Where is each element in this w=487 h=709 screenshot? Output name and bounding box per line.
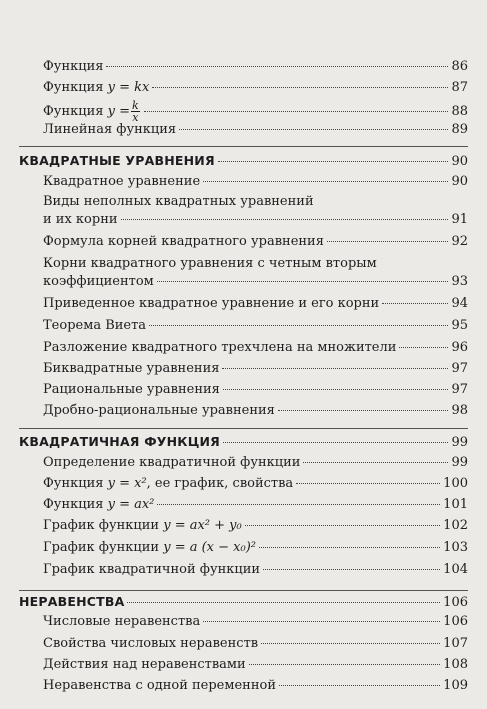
entry-title: Линейная функция <box>43 122 177 137</box>
formula: y = kx <box>107 80 150 95</box>
toc-entry <box>43 382 468 398</box>
page-number: 94 <box>451 296 468 311</box>
leader-dots <box>223 442 448 443</box>
leader-dots <box>261 643 440 644</box>
entry-title: коэффициентом <box>43 274 154 289</box>
page-number: 106 <box>443 614 468 629</box>
page-number: 107 <box>443 636 468 651</box>
leader-dots <box>149 325 448 326</box>
toc-section <box>19 594 468 611</box>
entry-title: Действия над неравенствами <box>43 657 246 672</box>
entry-title: Приведенное квадратное уравнение и его корни <box>43 296 380 311</box>
leader-dots <box>327 241 449 242</box>
entry-title: Виды неполных квадратных уравнений <box>43 194 314 209</box>
entry-title-text: Функция <box>43 80 108 95</box>
formula: y = ax² <box>107 497 155 512</box>
fraction-denominator: x <box>132 111 139 124</box>
page-number: 90 <box>451 154 468 169</box>
entry-title-text: Функция <box>43 476 108 491</box>
fraction <box>131 100 140 123</box>
formula: y = x² <box>107 476 147 491</box>
page-number: 86 <box>451 59 468 74</box>
page-number: 91 <box>451 212 468 227</box>
entry-title-text: Функция <box>43 104 108 119</box>
leader-dots <box>144 111 449 112</box>
toc-entry <box>43 518 468 534</box>
toc-entry <box>43 194 468 210</box>
toc-entry <box>43 59 468 75</box>
toc-section <box>19 153 468 170</box>
page-number: 102 <box>443 518 468 533</box>
page-number: 108 <box>443 657 468 672</box>
entry-title: Разложение квадратного трехчлена на множители <box>43 340 397 355</box>
entry-title: Корни квадратного уравнения с четным вторым <box>43 256 377 271</box>
page-number: 106 <box>443 595 468 610</box>
entry-title <box>43 497 154 513</box>
page-number: 101 <box>443 497 468 512</box>
leader-dots <box>263 569 440 570</box>
toc-entry-continuation <box>43 212 468 228</box>
page-number: 104 <box>443 562 468 577</box>
entry-title <box>43 100 141 123</box>
leader-dots <box>382 303 448 304</box>
leader-dots <box>399 347 448 348</box>
leader-dots <box>121 219 449 220</box>
leader-dots <box>106 66 448 67</box>
section-title: НЕРАВЕНСТВА <box>19 594 125 609</box>
leader-dots <box>203 621 440 622</box>
entry-title <box>43 476 293 492</box>
entry-title <box>43 80 149 96</box>
toc-entry <box>43 256 468 272</box>
page-number: 100 <box>443 476 468 491</box>
entry-title: Дробно-рациональные уравнения <box>43 403 275 418</box>
page-number: 87 <box>451 80 468 95</box>
page-number: 95 <box>451 318 468 333</box>
fraction-numerator: k <box>131 99 139 112</box>
leader-dots <box>152 87 448 88</box>
formula: y = ax² + y₀ <box>163 518 242 533</box>
page-number: 88 <box>451 104 468 119</box>
entry-title: Неравенства с одной переменной <box>43 678 276 693</box>
entry-title-text: График функции <box>43 540 164 555</box>
leader-dots <box>157 281 449 282</box>
entry-title-suffix: , ее график, свойства <box>146 476 294 491</box>
toc-entry <box>43 340 468 356</box>
leader-dots <box>249 664 440 665</box>
page-number: 97 <box>451 361 468 376</box>
entry-title <box>43 540 256 556</box>
page-number: 89 <box>451 122 468 137</box>
entry-title <box>43 518 242 534</box>
toc-entry <box>43 234 468 250</box>
leader-dots <box>303 462 448 463</box>
toc-entry <box>43 122 468 138</box>
entry-title: Числовые неравенства <box>43 614 201 629</box>
toc-entry <box>43 174 468 190</box>
page-number: 90 <box>451 174 468 189</box>
page-number: 99 <box>451 455 468 470</box>
toc-entry <box>43 80 468 96</box>
toc-entry <box>43 476 468 492</box>
toc-entry <box>43 540 468 556</box>
toc-entry <box>43 497 468 513</box>
page-number: 98 <box>451 403 468 418</box>
leader-dots <box>127 602 440 603</box>
entry-title: Теорема Виета <box>43 318 147 333</box>
leader-dots <box>245 525 440 526</box>
formula-left: y = <box>107 104 130 119</box>
entry-title: Рациональные уравнения <box>43 382 220 397</box>
toc-entry <box>43 361 468 377</box>
page-number: 99 <box>451 435 468 450</box>
section-divider <box>19 428 468 429</box>
leader-dots <box>259 547 440 548</box>
toc-entry <box>43 318 468 334</box>
page-number: 97 <box>451 382 468 397</box>
section-title: КВАДРАТНЫЕ УРАВНЕНИЯ <box>19 153 215 168</box>
leader-dots <box>203 181 448 182</box>
page-number: 93 <box>451 274 468 289</box>
entry-title: Квадратное уравнение <box>43 174 201 189</box>
leader-dots <box>279 685 440 686</box>
section-divider <box>19 146 468 147</box>
entry-title: Функция <box>43 59 104 74</box>
entry-title: Свойства числовых неравенств <box>43 636 259 651</box>
leader-dots <box>278 410 449 411</box>
entry-title: Биквадратные уравнения <box>43 361 220 376</box>
toc-entry <box>43 403 468 419</box>
toc-entry <box>43 636 468 652</box>
page-number: 92 <box>451 234 468 249</box>
leader-dots <box>157 504 440 505</box>
section-title: КВАДРАТИЧНАЯ ФУНКЦИЯ <box>19 434 220 449</box>
entry-title: График квадратичной функции <box>43 562 261 577</box>
leader-dots <box>179 129 448 130</box>
toc-entry <box>43 562 468 578</box>
page-number: 109 <box>443 678 468 693</box>
leader-dots <box>218 161 449 162</box>
entry-title: Определение квадратичной функции <box>43 455 301 470</box>
entry-title: Формула корней квадратного уравнения <box>43 234 324 249</box>
toc-section <box>19 434 468 451</box>
leader-dots <box>222 368 448 369</box>
page-number: 96 <box>451 340 468 355</box>
toc-entry <box>43 455 468 471</box>
entry-title-text: Функция <box>43 497 108 512</box>
toc-entry-continuation <box>43 274 468 290</box>
entry-title-text: График функции <box>43 518 164 533</box>
toc-entry <box>43 296 468 312</box>
page-number: 103 <box>443 540 468 555</box>
toc-entry <box>43 100 468 123</box>
entry-title: и их корни <box>43 212 118 227</box>
leader-dots <box>223 389 449 390</box>
toc-entry <box>43 657 468 673</box>
formula: y = a (x − x₀)² <box>163 540 256 555</box>
section-divider <box>19 590 468 591</box>
toc-entry <box>43 614 468 630</box>
toc-entry <box>43 678 468 694</box>
leader-dots <box>296 483 440 484</box>
